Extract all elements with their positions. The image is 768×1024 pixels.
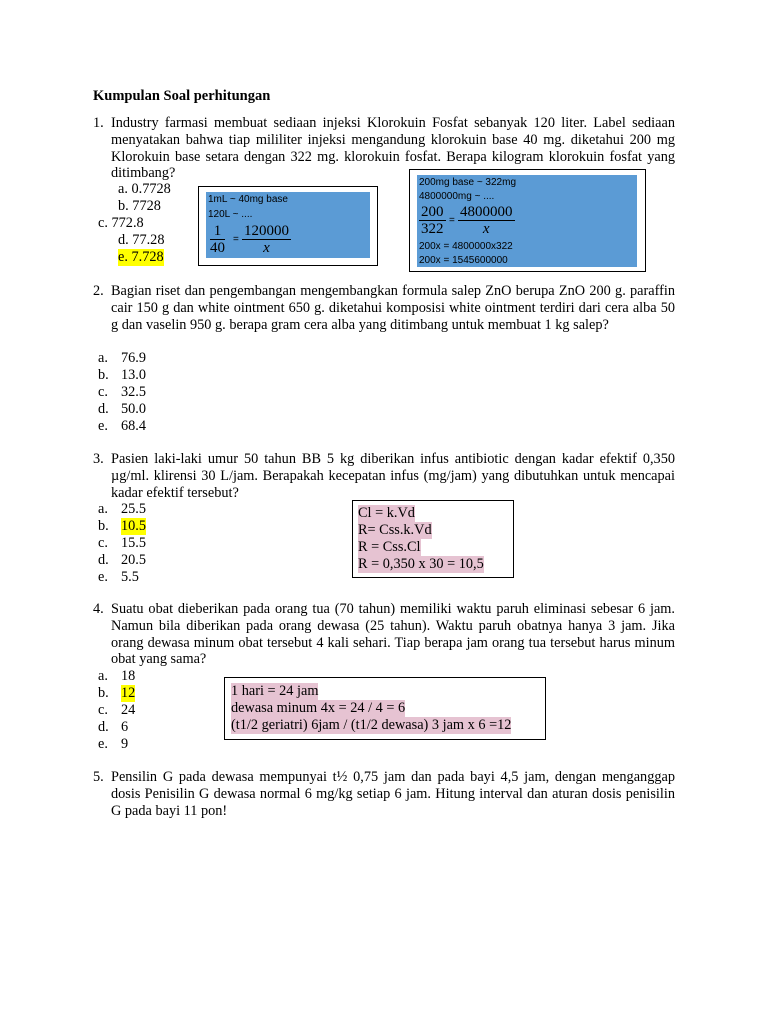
question-3	[93, 451, 675, 501]
q4-option-d-letter: d.	[98, 719, 109, 735]
q3-option-b-letter: b.	[98, 518, 109, 534]
q3-option-a-value: 25.5	[121, 501, 147, 517]
question-text: Pasien laki-laki umur 50 tahun BB 5 kg diberikan infus antibiotic dengan kadar efektif 0,350 µg/ml. klirensi 30 L/jam. Berapakah kecepatan infus (mg/jam) yang dibutuhkan untuk mencapai kadar efektif tersebut?	[111, 451, 675, 501]
question-text: Pensilin G pada dewasa mempunyai t½ 0,75 jam dan pada bayi 4,5 jam, dengan menganggap dosis Penisilin G dewasa normal 6 mg/kg setiap 6 jam. Hitung interval dan aturan dosis penisilin G pada bayi 11 pon!	[111, 769, 675, 819]
q2-option-c-value: 32.5	[121, 384, 147, 400]
question-text: Industry farmasi membuat sediaan injeksi Klorokuin Fosfat sebanyak 120 liter. Label sediaan menyatakan bahwa tiap mililiter injeksi mengandung klorokuin base 40 mg. diketahui 200 mg Klorokuin base setara dengan 322 mg. klorokuin fosfat. Berapa kilogram klorokuin fosfat yang ditimbang?	[111, 115, 675, 182]
note-line: 4800000mg ~ ....	[419, 191, 495, 202]
q1-option-b: b. 7728	[118, 198, 161, 214]
q2-option-c-letter: c.	[98, 384, 108, 400]
note-line: 200mg base ~ 322mg	[419, 177, 517, 188]
q4-option-b-value: 12	[121, 685, 136, 701]
question-number: 3.	[93, 451, 104, 467]
q2-option-a-letter: a.	[98, 350, 108, 366]
q3-option-a-letter: a.	[98, 501, 108, 517]
note-line: (t1/2 geriatri) 6jam / (t1/2 dewasa) 3 jam x 6 =12	[231, 717, 512, 733]
q4-option-a-value: 18	[121, 668, 136, 684]
q1-option-e: e. 7.728	[118, 249, 164, 265]
question-text: Bagian riset dan pengembangan mengembangkan formula salep ZnO berupa ZnO 200 g. paraffin cair 150 g dan white ointment 650 g. diketahui komposisi white ointment terdiri dari cera alba 50 g dan vaselin 950 g. berapa gram cera alba yang ditimbang untuk membuat 1 kg salep?	[111, 283, 675, 333]
q3-option-c-letter: c.	[98, 535, 108, 551]
question-number: 1.	[93, 115, 104, 131]
q1-option-d: d. 77.28	[118, 232, 165, 248]
q3-option-c-value: 15.5	[121, 535, 147, 551]
note-line: 200x = 1545600000	[419, 255, 508, 266]
calc-note-q1-left	[198, 186, 378, 266]
q2-option-e-value: 68.4	[121, 418, 147, 434]
q3-option-d-value: 20.5	[121, 552, 147, 568]
question-2	[93, 283, 675, 333]
q4-option-b-letter: b.	[98, 685, 109, 701]
note-line: dewasa minum 4x = 24 / 4 = 6	[231, 700, 406, 716]
q4-option-d-value: 6	[121, 719, 129, 735]
q4-option-c-value: 24	[121, 702, 136, 718]
q2-option-d-letter: d.	[98, 401, 109, 417]
fraction: $\frac{1}{40}$	[210, 223, 225, 256]
question-number: 5.	[93, 769, 104, 785]
q4-option-e-letter: e.	[98, 736, 108, 752]
q2-option-b-value: 13.0	[121, 367, 147, 383]
q2-option-a-value: 76.9	[121, 350, 147, 366]
question-5	[93, 769, 675, 819]
q4-option-a-letter: a.	[98, 668, 108, 684]
fraction: $\frac{120000}{x}$	[244, 223, 289, 256]
q2-option-e-letter: e.	[98, 418, 108, 434]
note-line: R = Css.Cl	[358, 539, 421, 555]
fraction: $\frac{200}{322}$	[421, 204, 444, 237]
note-line: R= Css.k.Vd	[358, 522, 432, 538]
question-number: 2.	[93, 283, 104, 299]
question-text: Suatu obat dieberikan pada orang tua (70 tahun) memiliki waktu paruh eliminasi sebesar 6 jam. Namun bila diberikan pada orang dewasa (25 tahun). Waktu paruh obatnya hanya 3 jam. Jika orang dewasa minum obat tersebut 4 kali sehari. Tiap berapa jam orang tua tersebut harus minum obat yang sama?	[111, 601, 675, 668]
q3-option-e-value: 5.5	[121, 569, 139, 585]
q1-option-c: c. 772.8	[98, 215, 144, 231]
q2-option-d-value: 50.0	[121, 401, 147, 417]
page-title: Kumpulan Soal perhitungan	[93, 88, 271, 104]
q3-option-b-value: 10.5	[121, 518, 147, 534]
calc-note-q1-right	[409, 169, 646, 272]
note-line: 120L ~ ....	[208, 209, 253, 220]
q2-option-b-letter: b.	[98, 367, 109, 383]
equals-sign: =	[233, 234, 239, 245]
q3-option-e-letter: e.	[98, 569, 108, 585]
calc-note-q3	[352, 500, 514, 578]
note-line: R = 0,350 x 30 = 10,5	[358, 556, 484, 572]
note-line: 1mL ~ 40mg base	[208, 194, 288, 205]
q4-option-c-letter: c.	[98, 702, 108, 718]
question-number: 4.	[93, 601, 104, 617]
note-line: Cl = k.Vd	[358, 505, 415, 521]
note-line: 200x = 4800000x322	[419, 241, 513, 252]
note-line: 1 hari = 24 jam	[231, 683, 319, 699]
calc-note-q4	[224, 677, 546, 740]
equals-sign: =	[449, 215, 455, 226]
fraction: $\frac{4800000}{x}$	[460, 204, 513, 237]
q4-option-e-value: 9	[121, 736, 129, 752]
q3-option-d-letter: d.	[98, 552, 109, 568]
q1-option-a: a. 0.7728	[118, 181, 171, 197]
question-4	[93, 601, 675, 668]
